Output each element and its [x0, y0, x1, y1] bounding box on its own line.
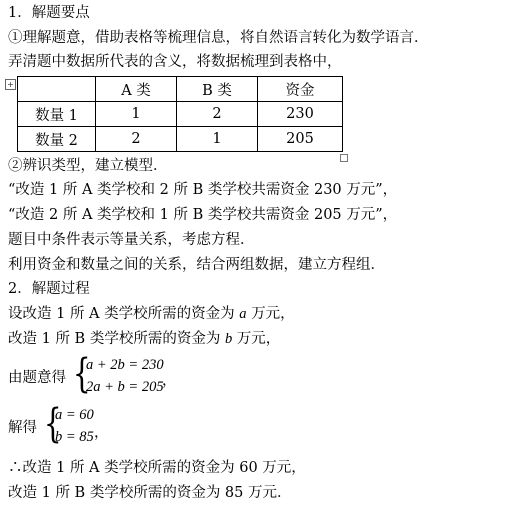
- quote-1: “改造 1 所 A 类学校和 2 所 B 类学校共需资金 230 万元”，: [8, 182, 398, 198]
- from-problem-label: 由题意得: [8, 370, 66, 386]
- let-b-prefix: 改造 1 所 B 类学校所需的资金为: [8, 331, 225, 347]
- table-row: [18, 127, 343, 152]
- table-header-cell: [18, 77, 96, 102]
- let-a-statement: [8, 305, 295, 323]
- section-2-title: 2．解题过程: [8, 281, 90, 297]
- solve-label: 解得: [8, 420, 37, 436]
- let-b-suffix: 万元，: [232, 331, 281, 347]
- table-cell: 2: [177, 102, 258, 127]
- data-table: [17, 76, 343, 152]
- conclusion-1: ∴改造 1 所 A 类学校所需的资金为 60 万元，: [8, 460, 306, 476]
- conclusion-2: 改造 1 所 B 类学校所需的资金为 85 万元．: [8, 485, 292, 501]
- table-header-cell: A 类: [96, 77, 177, 102]
- system-note: 利用资金和数量之间的关系，结合两组数据，建立方程组．: [8, 257, 385, 273]
- table-cell: 205: [258, 127, 343, 152]
- solution-system: [55, 404, 94, 448]
- table-header-cell: B 类: [177, 77, 258, 102]
- equation-2: 2a + b = 205: [86, 379, 164, 395]
- table-cell: 230: [258, 102, 343, 127]
- variable-a: a: [239, 306, 247, 322]
- table-row: [18, 102, 343, 127]
- solution-1: a = 60: [55, 407, 94, 423]
- table-resize-handle-icon[interactable]: [340, 154, 348, 162]
- variable-b: b: [224, 331, 233, 347]
- table-cell: 1: [96, 102, 177, 127]
- table-cell: 1: [177, 127, 258, 152]
- table-move-handle-icon[interactable]: +: [5, 79, 16, 90]
- equation-1: a + 2b = 230: [86, 357, 164, 373]
- table-cell: 数量 1: [18, 102, 96, 127]
- table-cell: 数量 2: [18, 127, 96, 152]
- let-a-suffix: 万元，: [246, 306, 295, 322]
- point-1: ①理解题意，借助表格等梳理信息，将自然语言转化为数学语言．: [8, 30, 429, 46]
- table-header-cell: 资金: [258, 77, 343, 102]
- equation-comma: ，: [162, 373, 177, 389]
- left-brace-icon: {: [43, 401, 62, 447]
- solution-2: b = 85: [55, 429, 94, 445]
- quote-2: “改造 2 所 A 类学校和 1 所 B 类学校共需资金 205 万元”，: [8, 207, 398, 223]
- section-1-title: 1．解题要点: [8, 5, 90, 21]
- let-b-statement: [8, 330, 280, 348]
- point-2: ②辨识类型，建立模型．: [8, 158, 168, 174]
- solution-comma: ，: [94, 425, 109, 441]
- equation-system: [86, 354, 164, 398]
- equality-note: 题目中条件表示等量关系，考虑方程．: [8, 232, 255, 248]
- table-cell: 2: [96, 127, 177, 152]
- let-a-prefix: 设改造 1 所 A 类学校所需的资金为: [8, 306, 240, 322]
- point-1-detail: 弄清题中数据所代表的含义，将数据梳理到表格中，: [8, 54, 342, 70]
- left-brace-icon: {: [72, 351, 91, 397]
- table-header-row: [18, 77, 343, 102]
